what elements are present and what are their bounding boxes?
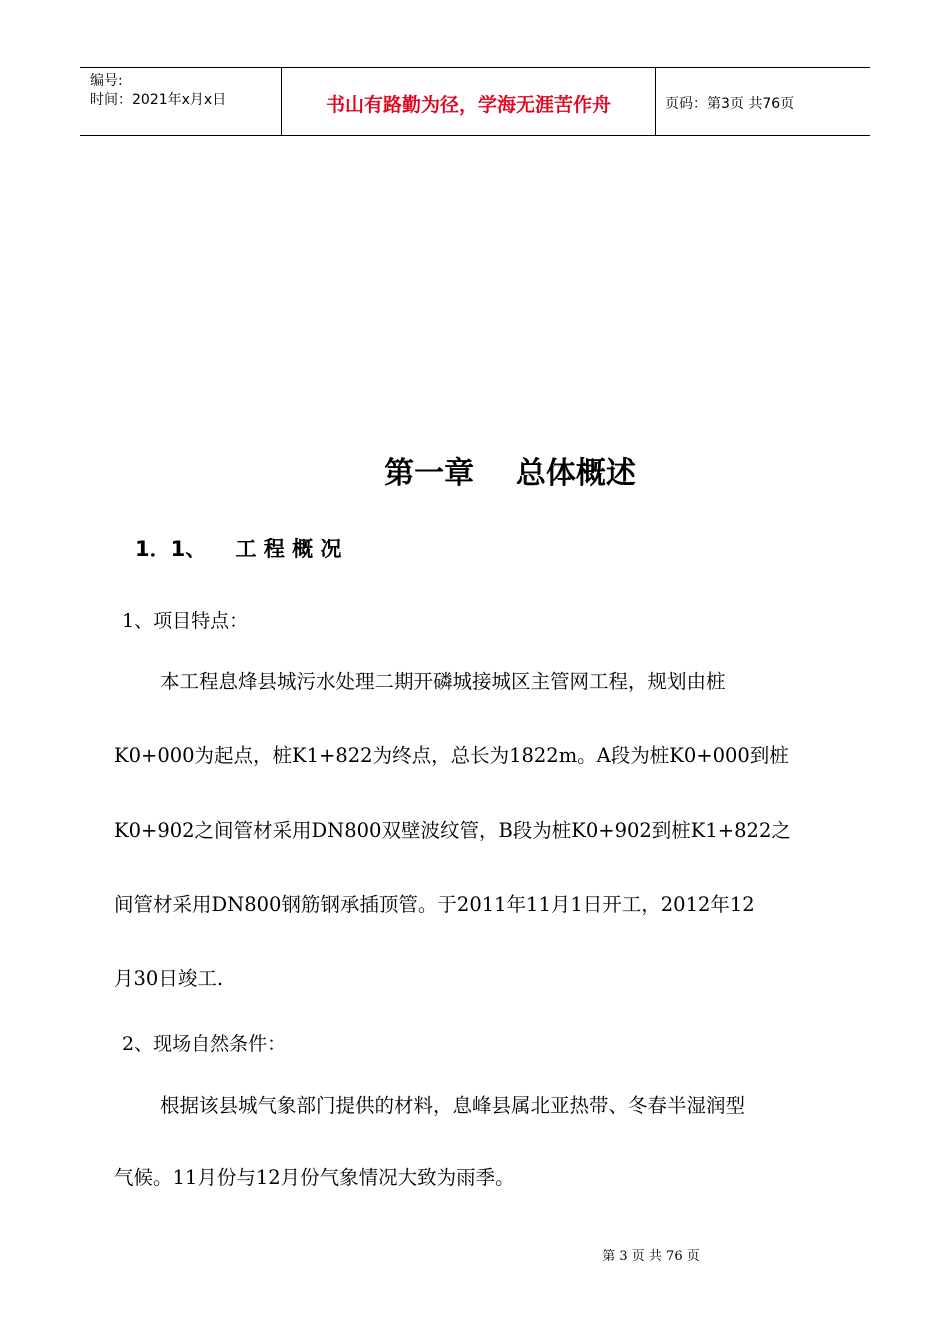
paragraph-line: 根据该县城气象部门提供的材料，息峰县属北亚热带、冬春半湿润型 (160, 1094, 746, 1117)
header-motto: 书山有路勤为径，学海无涯苦作舟 (282, 68, 656, 135)
page-footer: 第 3 页 共 76 页 (602, 1249, 700, 1264)
paragraph-line: K0+902之间管材采用DN800双壁波纹管，B段为桩K0+902到桩K1+822之 (114, 819, 791, 842)
section-title: 1．1、 工 程 概 况 (135, 537, 342, 561)
paragraph-line: 间管材采用DN800钢筋钢承插顶管。于2011年11月1日开工，2012年12 (114, 893, 755, 916)
header-table (80, 67, 870, 136)
header-page-label: 页码：第3页 共76页 (665, 95, 795, 112)
chapter-title: 第一章 总体概述 (384, 456, 636, 491)
paragraph-line: 月30日竣工. (114, 967, 224, 990)
subheading-natural-conditions: 2、现场自然条件： (122, 1033, 287, 1055)
date-label: 时间：2021年x月x日 (90, 92, 227, 108)
paragraph-line: 本工程息烽县城污水处理二期开磷城接城区主管网工程，规划由桩 (160, 670, 726, 693)
subheading-project-features: 1、项目特点： (122, 610, 249, 632)
paragraph-line: K0+000为起点，桩K1+822为终点，总长为1822m。A段为桩K0+000到桩 (114, 744, 789, 767)
header-left-cell (80, 68, 282, 135)
paragraph-line: 气候。11月份与12月份气象情况大致为雨季。 (114, 1166, 515, 1189)
code-label: 编号: (90, 73, 123, 89)
